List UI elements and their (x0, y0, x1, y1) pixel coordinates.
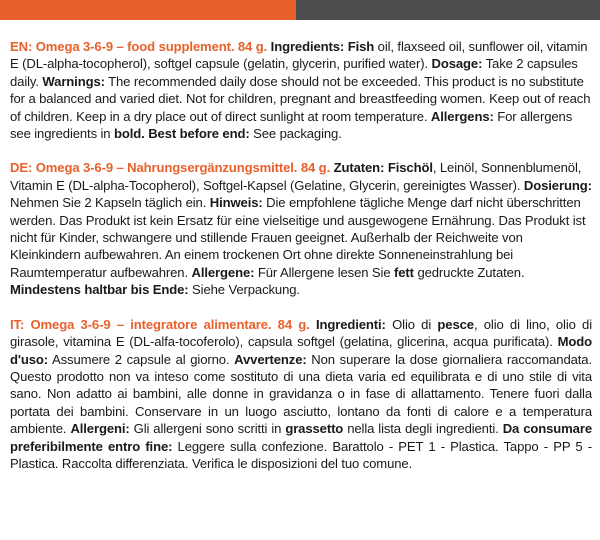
bold-text: Mindestens haltbar bis Ende: (10, 282, 189, 298)
dark-bar-segment (296, 0, 600, 20)
accent-bar-segment (0, 0, 296, 20)
bold-text: bold. (114, 126, 145, 142)
bold-text: Modo d'uso: (10, 334, 592, 367)
top-color-bar (0, 0, 600, 20)
bold-text: Warnings: (42, 73, 105, 89)
body-text: gedruckte Zutaten. (413, 264, 525, 280)
bold-text: Hinweis: (209, 195, 263, 211)
body-text: See packaging. (249, 126, 342, 142)
bold-text: Ingredients: (270, 39, 345, 54)
bold-text: Da consumare preferibilmente entro fine: (10, 421, 592, 454)
bold-text: pesce (437, 316, 474, 332)
bold-text: Dosage: (431, 56, 483, 72)
section-it (10, 316, 592, 473)
body-text: Olio di (385, 316, 438, 332)
bold-text: Best before end: (148, 126, 250, 142)
body-text: Für Allergene lesen Sie (254, 264, 395, 280)
body-text: Nehmen Sie 2 Kapseln täglich ein. (10, 195, 210, 211)
bold-text: Zutaten: (333, 160, 385, 176)
bold-text: fett (394, 264, 414, 280)
body-text: Siehe Verpackung. (188, 282, 300, 298)
body-text: , olio di lino, olio di girasole, vitamina E (DL-alfa-tocoferolo), capsula softgel (gelatina, glicerina, acqua purificata). (10, 316, 592, 350)
section-heading: EN: Omega 3-6-9 – food supplement. 84 g. (10, 39, 268, 54)
bold-text: grassetto (285, 421, 344, 437)
body-text: Assumere 2 capsule al giorno. (48, 351, 235, 367)
bold-text: Ingredienti: (315, 316, 386, 332)
body-text: Die empfohlene tägliche Menge darf nicht überschritten werden. Das Produkt ist kein Ersatz für eine vielseitige und ausgewogene Ernährung. Das Produkt ist nicht für Kinder, schwangere und stillende Frauen geeignet. Außerhalb der Reichweite von Kleinkindern aufbewahren. An einem trockenen Ort ohne direkte Sonneneinstrahlung bei Raumtemperatur aufbewahren. (10, 195, 586, 280)
body-text: , Leinöl, Sonnenblumenöl, Vitamin E (DL-alpha-Tocopherol), Softgel-Kapsel (Gelatine, Glycerin, gereinigtes Wasser). (10, 160, 582, 193)
body-text: Take 2 capsules daily. (10, 56, 578, 89)
body-text: Non superare la dose giornaliera raccomandata. Questo prodotto non va inteso come sostituto di una dieta varia ed equilibrata e di uno stile di vita sano. Non adatto ai bambini, alle donne in gravidanza o in fase di allattamento. Tenere fuori dalla portata dei bambini. Conservare in un luogo asciutto, lontano da fonti di calore e a temperatura ambiente. (10, 351, 592, 437)
body-text: oil, flaxseed oil, sunflower oil, vitamin E (DL-alpha-tocopherol), softgel capsule (gelatin, glycerin, purified water). (10, 39, 588, 72)
body-text: nella lista degli ingredienti. (343, 421, 503, 437)
body-text: Gli allergeni sono scritti in (129, 421, 286, 437)
label-text-block (10, 38, 592, 489)
section-heading: IT: Omega 3-6-9 – integratore alimentare. 84 g. (10, 316, 310, 332)
bold-text: Allergeni: (70, 421, 130, 437)
body-text: The recommended daily dose should not be exceeded. This product is no substitute for a balanced and varied diet. Not for children, pregnant and breastfeeding women. Keep out of reach of children. Keep in a dry place out of direct sunlight at room temperature. (10, 73, 591, 124)
section-de (10, 159, 592, 298)
bold-text: Dosierung: (523, 177, 592, 193)
bold-text: Avvertenze: (234, 351, 307, 367)
body-text: For allergens see ingredients in (10, 108, 573, 142)
bold-text: Allergene: (191, 264, 255, 280)
body-text: Leggere sulla confezione. Barattolo - PET 1 - Plastica. Tappo - PP 5 - Plastica. Raccolta differenziata. Verifica le disposizioni del tuo comune. (10, 438, 592, 471)
bold-text: Fish (347, 39, 375, 54)
section-heading: DE: Omega 3-6-9 – Nahrungsergänzungsmittel. 84 g. (10, 160, 331, 176)
bold-text: Allergens: (430, 108, 494, 124)
bold-text: Fischöl (387, 160, 433, 176)
section-en (10, 38, 592, 142)
